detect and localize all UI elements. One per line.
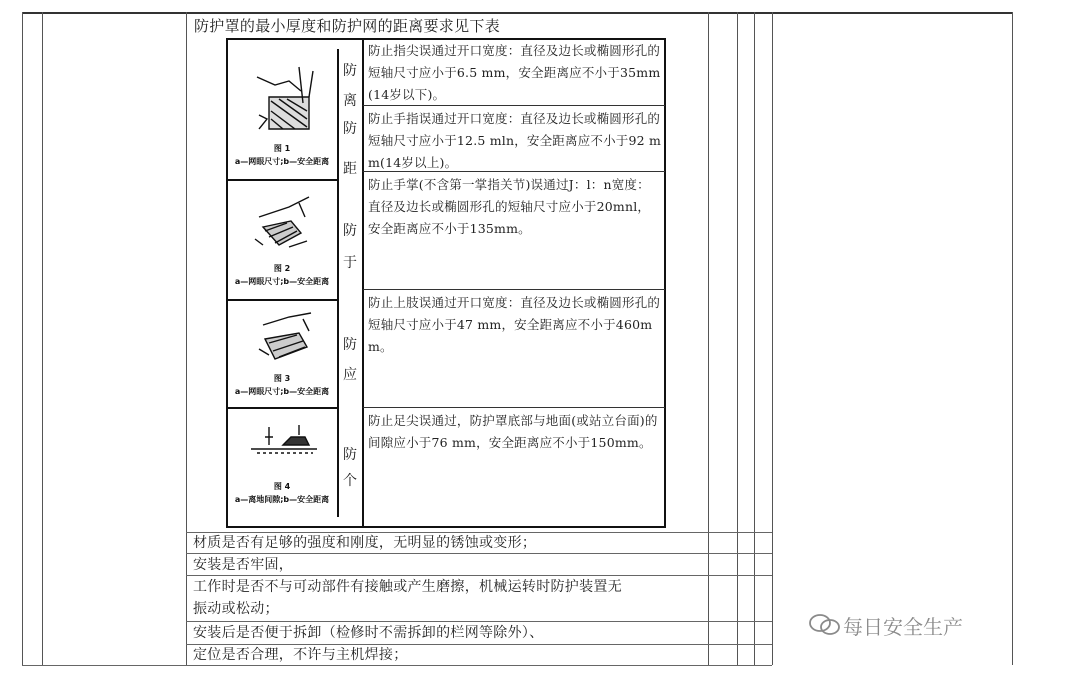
cut-glyph: 防 <box>343 121 357 137</box>
fingertip-diagram <box>229 57 337 147</box>
figure-caption: a—离地间隙;b—安全距离 <box>234 495 330 504</box>
figure-label: 图 4 <box>273 482 291 491</box>
col-line <box>754 12 755 665</box>
cut-glyph: 防 <box>343 337 357 353</box>
cut-glyph: 距 <box>343 161 357 177</box>
check-item: 工作时是否不与可动部件有接触或产生磨擦，机械运转时防护装置无 <box>193 579 622 595</box>
col-line <box>772 12 773 665</box>
figure-1 <box>227 49 339 181</box>
rule-cell: 防止足尖误通过，防护罩底部与地面(或站立台面)的间隙应小于76 mm，安全距离应不小于150mm。 <box>362 408 665 526</box>
watermark-text: 每日安全生产 <box>843 615 963 639</box>
figure-label: 图 1 <box>273 144 291 153</box>
col-line <box>708 12 709 665</box>
cut-glyph: 防 <box>343 447 357 463</box>
figure-caption: a—网眼尺寸;b—安全距离 <box>234 387 330 396</box>
bottom-line <box>22 665 772 666</box>
top-border <box>22 12 1012 14</box>
cut-glyph: 应 <box>343 367 357 383</box>
section-title: 防护罩的最小厚度和防护网的距离要求见下表 <box>194 17 501 35</box>
cut-glyph: 于 <box>343 255 357 271</box>
hand-diagram <box>229 305 337 375</box>
col-line <box>737 12 738 665</box>
figure-4 <box>227 409 339 517</box>
col-line <box>1012 12 1013 665</box>
row-line <box>186 621 772 622</box>
col-line <box>186 12 187 665</box>
figure-caption: a—网眼尺寸;b—安全距离 <box>234 277 330 286</box>
foot-diagram <box>229 415 337 475</box>
rule-cell: 防止上肢误通过开口宽度：直径及边长或椭圆形孔的短轴尺寸应小于47 mm，安全距离应不小于460mm。 <box>362 290 665 408</box>
col-line <box>22 12 23 665</box>
cut-glyph: 防 <box>343 223 357 239</box>
figure-3 <box>227 301 339 409</box>
col-line <box>42 12 43 665</box>
rule-cell: 防止指尖误通过开口宽度：直径及边长或椭圆形孔的短轴尺寸应小于6.5 mm，安全距离应不小于35mm(14岁以下)。 <box>362 38 665 106</box>
figure-label: 图 2 <box>273 264 291 273</box>
figure-2 <box>227 181 339 301</box>
check-item: 安装后是否便于拆卸（检修时不需拆卸的栏网等除外）、 <box>193 625 544 641</box>
figure-caption: a—网眼尺寸;b—安全距离 <box>234 157 330 166</box>
finger-diagram <box>229 187 337 267</box>
cut-glyph: 离 <box>343 93 357 109</box>
check-item: 安装是否牢固， <box>193 557 294 573</box>
rule-cell: 防止手掌(不含第一掌指关节)误通过J：l：n宽度：直径及边长或椭圆形孔的短轴尺寸应小于20mnl，安全距离应不小于135mm。 <box>362 172 665 290</box>
row-line <box>186 553 772 554</box>
wechat-icon <box>808 612 842 638</box>
check-item: 定位是否合理，不许与主机焊接； <box>193 647 408 663</box>
cut-glyph: 个 <box>343 473 357 489</box>
check-item: 振动或松动； <box>193 601 279 617</box>
check-item: 材质是否有足够的强度和刚度，无明显的锈蚀或变形； <box>193 535 537 551</box>
cut-glyph: 防 <box>343 63 357 79</box>
figure-label: 图 3 <box>273 374 291 383</box>
rule-cell: 防止手指误通过开口宽度：直径及边长或椭圆形孔的短轴尺寸应小于12.5 mln，安全距离应不小于92 mm(14岁以上)。 <box>362 106 665 172</box>
row-line <box>186 575 772 576</box>
